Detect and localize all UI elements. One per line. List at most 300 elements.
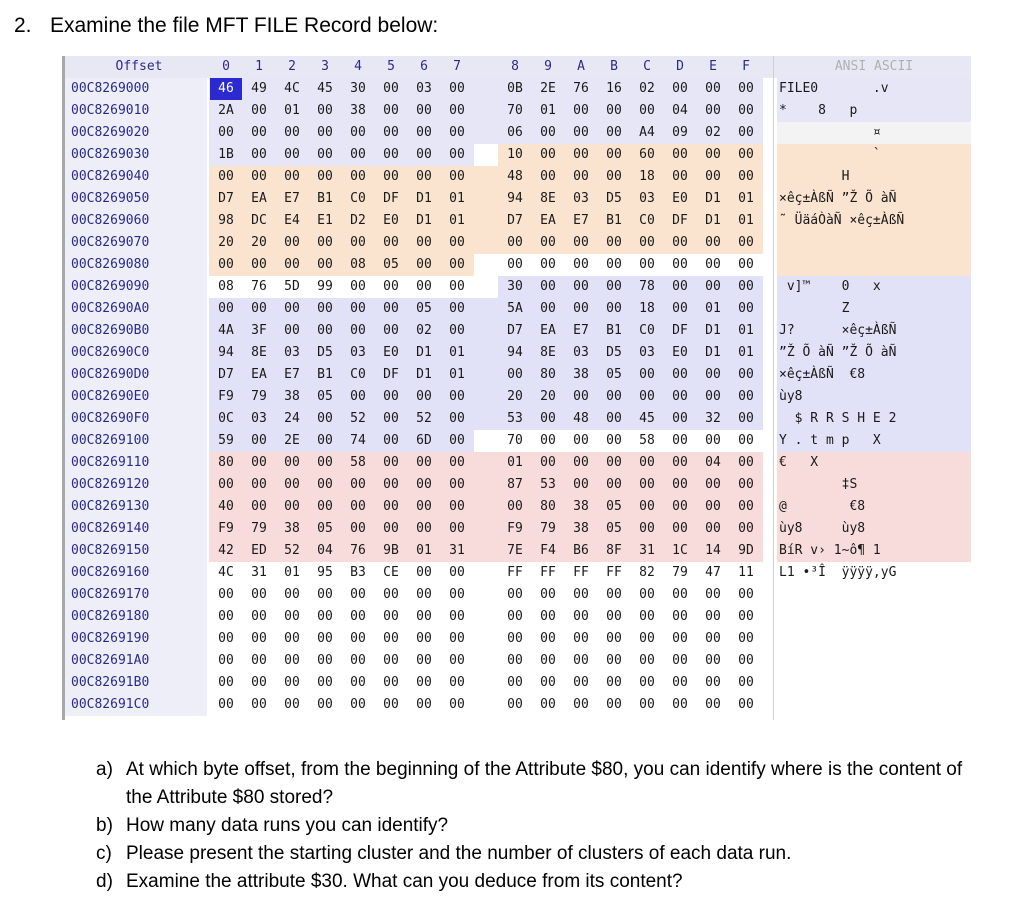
hex-byte[interactable]: 00: [738, 235, 754, 250]
hex-byte[interactable]: 00: [738, 675, 754, 690]
hex-byte[interactable]: 00: [606, 653, 622, 668]
hex-byte[interactable]: 00: [705, 279, 721, 294]
hex-byte[interactable]: 00: [383, 125, 399, 140]
hex-byte[interactable]: 00: [672, 257, 688, 272]
hex-byte[interactable]: 00: [317, 455, 333, 470]
hex-byte[interactable]: 00: [705, 367, 721, 382]
hex-byte[interactable]: F9: [507, 521, 523, 536]
hex-byte[interactable]: 00: [573, 257, 589, 272]
hex-byte[interactable]: 00: [705, 169, 721, 184]
hex-byte[interactable]: 00: [383, 389, 399, 404]
hex-byte[interactable]: 00: [705, 103, 721, 118]
hex-byte[interactable]: FF: [606, 565, 622, 580]
hex-byte[interactable]: 99: [317, 279, 333, 294]
hex-byte[interactable]: 00: [383, 169, 399, 184]
hex-byte[interactable]: C0: [639, 323, 655, 338]
hex-byte[interactable]: 00: [284, 587, 300, 602]
hex-byte[interactable]: 01: [738, 191, 754, 206]
hex-byte[interactable]: 00: [705, 675, 721, 690]
hex-byte[interactable]: 00: [251, 169, 267, 184]
hex-byte[interactable]: 00: [449, 653, 465, 668]
hex-byte[interactable]: 00: [416, 389, 432, 404]
hex-byte[interactable]: 05: [383, 257, 399, 272]
hex-byte[interactable]: 00: [738, 587, 754, 602]
hex-byte[interactable]: 00: [383, 477, 399, 492]
hex-byte[interactable]: 00: [705, 81, 721, 96]
hex-byte[interactable]: 00: [738, 499, 754, 514]
hex-byte[interactable]: 00: [251, 653, 267, 668]
hex-byte[interactable]: 95: [317, 565, 333, 580]
hex-byte[interactable]: 00: [350, 235, 366, 250]
hex-byte[interactable]: 04: [705, 455, 721, 470]
hex-byte[interactable]: 00: [606, 477, 622, 492]
hex-byte[interactable]: 00: [449, 103, 465, 118]
hex-byte[interactable]: 00: [606, 389, 622, 404]
hex-byte[interactable]: D1: [705, 213, 721, 228]
hex-byte[interactable]: 00: [317, 653, 333, 668]
hex-byte[interactable]: 00: [350, 125, 366, 140]
hex-byte[interactable]: 38: [573, 499, 589, 514]
hex-byte[interactable]: 53: [540, 477, 556, 492]
hex-byte[interactable]: 00: [606, 147, 622, 162]
hex-byte[interactable]: 00: [672, 697, 688, 712]
hex-byte[interactable]: 05: [317, 521, 333, 536]
hex-byte[interactable]: 00: [672, 367, 688, 382]
hex-byte[interactable]: 00: [606, 433, 622, 448]
hex-byte[interactable]: 00: [573, 169, 589, 184]
hex-byte[interactable]: 00: [449, 323, 465, 338]
hex-byte[interactable]: 04: [317, 543, 333, 558]
hex-byte[interactable]: 00: [573, 675, 589, 690]
hex-byte[interactable]: 00: [416, 125, 432, 140]
hex-byte[interactable]: 80: [218, 455, 234, 470]
hex-byte[interactable]: 11: [738, 565, 754, 580]
hex-byte[interactable]: 00: [540, 235, 556, 250]
hex-byte[interactable]: 01: [738, 323, 754, 338]
hex-byte[interactable]: 52: [350, 411, 366, 426]
hex-byte[interactable]: 00: [449, 631, 465, 646]
hex-byte[interactable]: 00: [705, 521, 721, 536]
hex-byte[interactable]: 00: [383, 147, 399, 162]
hex-byte[interactable]: 00: [284, 125, 300, 140]
hex-byte[interactable]: D1: [705, 191, 721, 206]
hex-byte[interactable]: F4: [540, 543, 556, 558]
hex-byte[interactable]: 01: [449, 191, 465, 206]
hex-byte[interactable]: 00: [383, 631, 399, 646]
hex-byte[interactable]: 03: [350, 345, 366, 360]
hex-byte[interactable]: 00: [218, 697, 234, 712]
hex-byte[interactable]: 00: [672, 301, 688, 316]
hex-byte[interactable]: 00: [606, 587, 622, 602]
hex-byte[interactable]: 00: [738, 125, 754, 140]
hex-byte[interactable]: 00: [672, 389, 688, 404]
hex-byte[interactable]: 00: [284, 323, 300, 338]
hex-byte[interactable]: 00: [606, 609, 622, 624]
hex-byte[interactable]: 38: [350, 103, 366, 118]
hex-byte[interactable]: 00: [350, 697, 366, 712]
hex-byte[interactable]: 2E: [284, 433, 300, 448]
hex-byte[interactable]: 00: [449, 125, 465, 140]
hex-byte[interactable]: 00: [251, 301, 267, 316]
hex-byte[interactable]: EA: [540, 213, 556, 228]
hex-byte[interactable]: 00: [416, 477, 432, 492]
hex-byte[interactable]: 00: [317, 697, 333, 712]
hex-byte[interactable]: D1: [416, 213, 432, 228]
hex-byte[interactable]: 00: [639, 499, 655, 514]
hex-byte[interactable]: 08: [350, 257, 366, 272]
hex-byte[interactable]: 00: [672, 631, 688, 646]
hex-byte[interactable]: 38: [573, 367, 589, 382]
hex-byte[interactable]: 00: [705, 433, 721, 448]
hex-byte[interactable]: 00: [317, 433, 333, 448]
hex-byte[interactable]: 00: [738, 433, 754, 448]
hex-byte[interactable]: 00: [317, 125, 333, 140]
hex-byte[interactable]: 32: [705, 411, 721, 426]
hex-byte[interactable]: 00: [672, 455, 688, 470]
hex-byte[interactable]: 00: [507, 631, 523, 646]
hex-byte[interactable]: 00: [573, 653, 589, 668]
hex-byte[interactable]: 00: [738, 697, 754, 712]
hex-byte[interactable]: 00: [639, 455, 655, 470]
hex-byte[interactable]: 04: [672, 103, 688, 118]
hex-byte[interactable]: 00: [383, 411, 399, 426]
hex-byte[interactable]: 00: [317, 587, 333, 602]
hex-byte[interactable]: FF: [540, 565, 556, 580]
hex-byte[interactable]: 49: [251, 81, 267, 96]
hex-byte[interactable]: 00: [416, 147, 432, 162]
hex-byte[interactable]: D1: [705, 345, 721, 360]
hex-byte[interactable]: 09: [672, 125, 688, 140]
hex-byte[interactable]: 38: [284, 521, 300, 536]
hex-byte[interactable]: 00: [218, 257, 234, 272]
hex-byte[interactable]: 00: [383, 609, 399, 624]
hex-byte[interactable]: 00: [383, 675, 399, 690]
hex-byte[interactable]: 52: [284, 543, 300, 558]
hex-byte[interactable]: 00: [251, 433, 267, 448]
hex-byte[interactable]: 52: [416, 411, 432, 426]
hex-byte[interactable]: 3F: [251, 323, 267, 338]
hex-byte[interactable]: 00: [383, 653, 399, 668]
hex-byte[interactable]: 5A: [507, 301, 523, 316]
hex-byte[interactable]: 00: [507, 675, 523, 690]
hex-byte[interactable]: 00: [606, 455, 622, 470]
hex-byte[interactable]: 00: [284, 653, 300, 668]
hex-byte[interactable]: 01: [416, 543, 432, 558]
hex-byte[interactable]: 00: [449, 477, 465, 492]
hex-byte[interactable]: 00: [672, 147, 688, 162]
hex-byte[interactable]: 00: [540, 257, 556, 272]
hex-byte[interactable]: DF: [672, 213, 688, 228]
hex-byte[interactable]: D7: [218, 191, 234, 206]
hex-byte[interactable]: 00: [573, 587, 589, 602]
hex-byte[interactable]: E0: [383, 213, 399, 228]
hex-byte[interactable]: FF: [573, 565, 589, 580]
hex-byte[interactable]: 00: [738, 169, 754, 184]
hex-byte[interactable]: 00: [383, 323, 399, 338]
hex-byte[interactable]: 00: [540, 653, 556, 668]
hex-byte[interactable]: 00: [639, 609, 655, 624]
hex-byte[interactable]: 00: [251, 631, 267, 646]
hex-byte[interactable]: 58: [350, 455, 366, 470]
hex-byte[interactable]: 00: [350, 653, 366, 668]
hex-byte[interactable]: 00: [639, 675, 655, 690]
hex-byte[interactable]: 00: [507, 587, 523, 602]
hex-byte[interactable]: 00: [639, 521, 655, 536]
hex-byte[interactable]: FF: [507, 565, 523, 580]
hex-byte[interactable]: 00: [507, 257, 523, 272]
hex-byte[interactable]: 01: [284, 565, 300, 580]
hex-byte[interactable]: 00: [705, 147, 721, 162]
hex-byte[interactable]: 00: [705, 697, 721, 712]
hex-byte[interactable]: D1: [705, 323, 721, 338]
hex-byte[interactable]: 00: [251, 587, 267, 602]
hex-byte[interactable]: 02: [639, 81, 655, 96]
hex-byte[interactable]: 00: [383, 697, 399, 712]
hex-byte[interactable]: 03: [639, 191, 655, 206]
hex-byte[interactable]: 00: [507, 609, 523, 624]
hex-byte[interactable]: 00: [383, 499, 399, 514]
hex-byte[interactable]: 00: [449, 587, 465, 602]
hex-byte[interactable]: 59: [218, 433, 234, 448]
hex-byte[interactable]: 00: [573, 697, 589, 712]
hex-byte[interactable]: 31: [251, 565, 267, 580]
hex-byte[interactable]: 00: [218, 609, 234, 624]
hex-byte[interactable]: 00: [606, 103, 622, 118]
hex-byte[interactable]: 01: [705, 301, 721, 316]
hex-byte[interactable]: 03: [573, 191, 589, 206]
hex-byte[interactable]: 00: [449, 81, 465, 96]
hex-byte[interactable]: 00: [573, 609, 589, 624]
hex-byte[interactable]: 00: [738, 609, 754, 624]
hex-byte[interactable]: D2: [350, 213, 366, 228]
hex-byte[interactable]: 05: [606, 499, 622, 514]
hex-byte[interactable]: 00: [284, 609, 300, 624]
hex-byte[interactable]: D7: [507, 213, 523, 228]
hex-byte[interactable]: 00: [449, 675, 465, 690]
hex-byte[interactable]: 1C: [672, 543, 688, 558]
hex-byte[interactable]: 00: [573, 125, 589, 140]
hex-byte[interactable]: 1B: [218, 147, 234, 162]
hex-byte[interactable]: 00: [738, 81, 754, 96]
hex-byte[interactable]: B6: [573, 543, 589, 558]
hex-byte[interactable]: 00: [573, 279, 589, 294]
hex-byte[interactable]: 00: [639, 389, 655, 404]
hex-byte[interactable]: 00: [350, 279, 366, 294]
hex-byte[interactable]: 78: [639, 279, 655, 294]
hex-byte[interactable]: 74: [350, 433, 366, 448]
hex-byte[interactable]: 53: [507, 411, 523, 426]
hex-byte[interactable]: B1: [606, 213, 622, 228]
hex-byte[interactable]: 00: [251, 125, 267, 140]
hex-byte[interactable]: 00: [383, 235, 399, 250]
hex-byte[interactable]: 00: [350, 675, 366, 690]
hex-byte[interactable]: 8E: [540, 191, 556, 206]
hex-byte[interactable]: 2A: [218, 103, 234, 118]
hex-byte[interactable]: 00: [449, 455, 465, 470]
hex-byte[interactable]: 01: [738, 213, 754, 228]
hex-byte[interactable]: E7: [284, 191, 300, 206]
hex-byte[interactable]: EA: [540, 323, 556, 338]
hex-byte[interactable]: 00: [383, 521, 399, 536]
hex-byte[interactable]: 00: [606, 169, 622, 184]
hex-byte[interactable]: 00: [507, 367, 523, 382]
hex-byte[interactable]: 00: [606, 257, 622, 272]
hex-byte[interactable]: 00: [284, 235, 300, 250]
hex-byte[interactable]: 01: [540, 103, 556, 118]
hex-byte[interactable]: 18: [639, 301, 655, 316]
hex-byte[interactable]: 00: [672, 499, 688, 514]
hex-byte[interactable]: 00: [738, 279, 754, 294]
hex-byte[interactable]: 00: [573, 631, 589, 646]
hex-byte[interactable]: F9: [218, 521, 234, 536]
hex-byte[interactable]: 2E: [540, 81, 556, 96]
hex-byte[interactable]: 00: [350, 521, 366, 536]
hex-byte[interactable]: 00: [416, 279, 432, 294]
hex-byte[interactable]: 01: [449, 345, 465, 360]
hex-byte[interactable]: 30: [507, 279, 523, 294]
hex-byte[interactable]: 42: [218, 543, 234, 558]
hex-byte[interactable]: 00: [738, 103, 754, 118]
hex-byte[interactable]: 40: [218, 499, 234, 514]
hex-byte[interactable]: 00: [383, 301, 399, 316]
hex-byte[interactable]: F9: [218, 389, 234, 404]
hex-byte[interactable]: 31: [639, 543, 655, 558]
hex-byte[interactable]: 00: [540, 411, 556, 426]
hex-byte[interactable]: 8E: [251, 345, 267, 360]
hex-byte[interactable]: 38: [573, 521, 589, 536]
hex-byte[interactable]: D7: [507, 323, 523, 338]
hex-byte[interactable]: 00: [416, 257, 432, 272]
hex-byte[interactable]: 00: [449, 521, 465, 536]
hex-byte[interactable]: DF: [672, 323, 688, 338]
hex-byte[interactable]: 00: [284, 499, 300, 514]
hex-byte[interactable]: 94: [218, 345, 234, 360]
hex-byte[interactable]: 00: [284, 301, 300, 316]
hex-byte[interactable]: 00: [540, 125, 556, 140]
hex-byte[interactable]: 00: [251, 499, 267, 514]
hex-byte[interactable]: 00: [416, 587, 432, 602]
hex-byte[interactable]: 20: [251, 235, 267, 250]
hex-byte[interactable]: 00: [317, 323, 333, 338]
hex-byte[interactable]: 87: [507, 477, 523, 492]
hex-byte[interactable]: 00: [317, 675, 333, 690]
hex-byte[interactable]: 00: [573, 389, 589, 404]
hex-byte[interactable]: 00: [416, 521, 432, 536]
hex-byte[interactable]: 06: [507, 125, 523, 140]
hex-byte[interactable]: 0C: [218, 411, 234, 426]
hex-byte[interactable]: D5: [606, 191, 622, 206]
hex-byte[interactable]: 00: [449, 279, 465, 294]
hex-byte[interactable]: 00: [573, 433, 589, 448]
hex-byte[interactable]: 00: [416, 609, 432, 624]
hex-byte[interactable]: 00: [416, 455, 432, 470]
hex-byte[interactable]: 00: [738, 301, 754, 316]
hex-byte[interactable]: 00: [672, 235, 688, 250]
hex-byte[interactable]: 00: [218, 477, 234, 492]
hex-byte[interactable]: 00: [738, 367, 754, 382]
hex-byte[interactable]: C0: [350, 191, 366, 206]
hex-byte[interactable]: 05: [317, 389, 333, 404]
hex-byte[interactable]: 48: [573, 411, 589, 426]
hex-byte[interactable]: 20: [540, 389, 556, 404]
hex-byte[interactable]: 00: [606, 631, 622, 646]
hex-byte[interactable]: 00: [738, 389, 754, 404]
hex-byte[interactable]: 00: [573, 301, 589, 316]
hex-byte[interactable]: 00: [738, 653, 754, 668]
hex-byte[interactable]: 00: [705, 477, 721, 492]
hex-byte[interactable]: 00: [573, 455, 589, 470]
hex-byte[interactable]: 00: [251, 675, 267, 690]
hex-byte[interactable]: D5: [317, 345, 333, 360]
hex-byte[interactable]: 0B: [507, 81, 523, 96]
hex-byte[interactable]: 31: [449, 543, 465, 558]
hex-byte[interactable]: 00: [639, 631, 655, 646]
hex-byte[interactable]: B3: [350, 565, 366, 580]
hex-byte[interactable]: 00: [738, 477, 754, 492]
hex-byte[interactable]: 02: [705, 125, 721, 140]
hex-byte[interactable]: 00: [672, 81, 688, 96]
hex-byte[interactable]: 00: [251, 147, 267, 162]
hex-byte[interactable]: 03: [639, 345, 655, 360]
hex-byte[interactable]: 00: [350, 477, 366, 492]
hex-byte[interactable]: 01: [284, 103, 300, 118]
hex-byte[interactable]: 00: [507, 697, 523, 712]
hex-byte[interactable]: 00: [383, 279, 399, 294]
hex-byte[interactable]: 00: [639, 697, 655, 712]
hex-byte[interactable]: 03: [416, 81, 432, 96]
hex-byte[interactable]: E7: [573, 323, 589, 338]
hex-byte[interactable]: D1: [416, 345, 432, 360]
hex-byte[interactable]: 60: [639, 147, 655, 162]
hex-byte[interactable]: 00: [639, 235, 655, 250]
hex-byte[interactable]: D1: [416, 191, 432, 206]
hex-byte[interactable]: 79: [540, 521, 556, 536]
hex-byte[interactable]: 16: [606, 81, 622, 96]
hex-byte[interactable]: 00: [449, 411, 465, 426]
hex-byte[interactable]: DF: [383, 191, 399, 206]
hex-byte[interactable]: 18: [639, 169, 655, 184]
hex-byte[interactable]: 00: [317, 477, 333, 492]
hex-byte[interactable]: 00: [672, 433, 688, 448]
hex-byte[interactable]: 00: [284, 675, 300, 690]
hex-byte[interactable]: 00: [251, 697, 267, 712]
hex-byte[interactable]: 00: [317, 609, 333, 624]
hex-byte[interactable]: 00: [606, 301, 622, 316]
hex-byte[interactable]: 7E: [507, 543, 523, 558]
hex-byte[interactable]: 00: [317, 147, 333, 162]
hex-byte[interactable]: B1: [317, 191, 333, 206]
hex-byte[interactable]: 00: [672, 653, 688, 668]
hex-byte[interactable]: E1: [317, 213, 333, 228]
hex-byte[interactable]: 00: [606, 279, 622, 294]
hex-byte[interactable]: 00: [672, 587, 688, 602]
hex-byte[interactable]: 00: [350, 301, 366, 316]
hex-byte[interactable]: 00: [540, 301, 556, 316]
hex-byte[interactable]: 20: [507, 389, 523, 404]
hex-byte[interactable]: 79: [672, 565, 688, 580]
hex-byte[interactable]: 00: [606, 697, 622, 712]
hex-byte[interactable]: 79: [251, 389, 267, 404]
hex-byte[interactable]: 00: [284, 257, 300, 272]
hex-byte[interactable]: 00: [540, 609, 556, 624]
hex-byte[interactable]: 00: [317, 169, 333, 184]
hex-byte[interactable]: 76: [251, 279, 267, 294]
hex-byte[interactable]: 00: [507, 235, 523, 250]
hex-byte[interactable]: 38: [284, 389, 300, 404]
hex-byte[interactable]: 00: [738, 521, 754, 536]
hex-byte[interactable]: 98: [218, 213, 234, 228]
hex-byte[interactable]: 9D: [738, 543, 754, 558]
